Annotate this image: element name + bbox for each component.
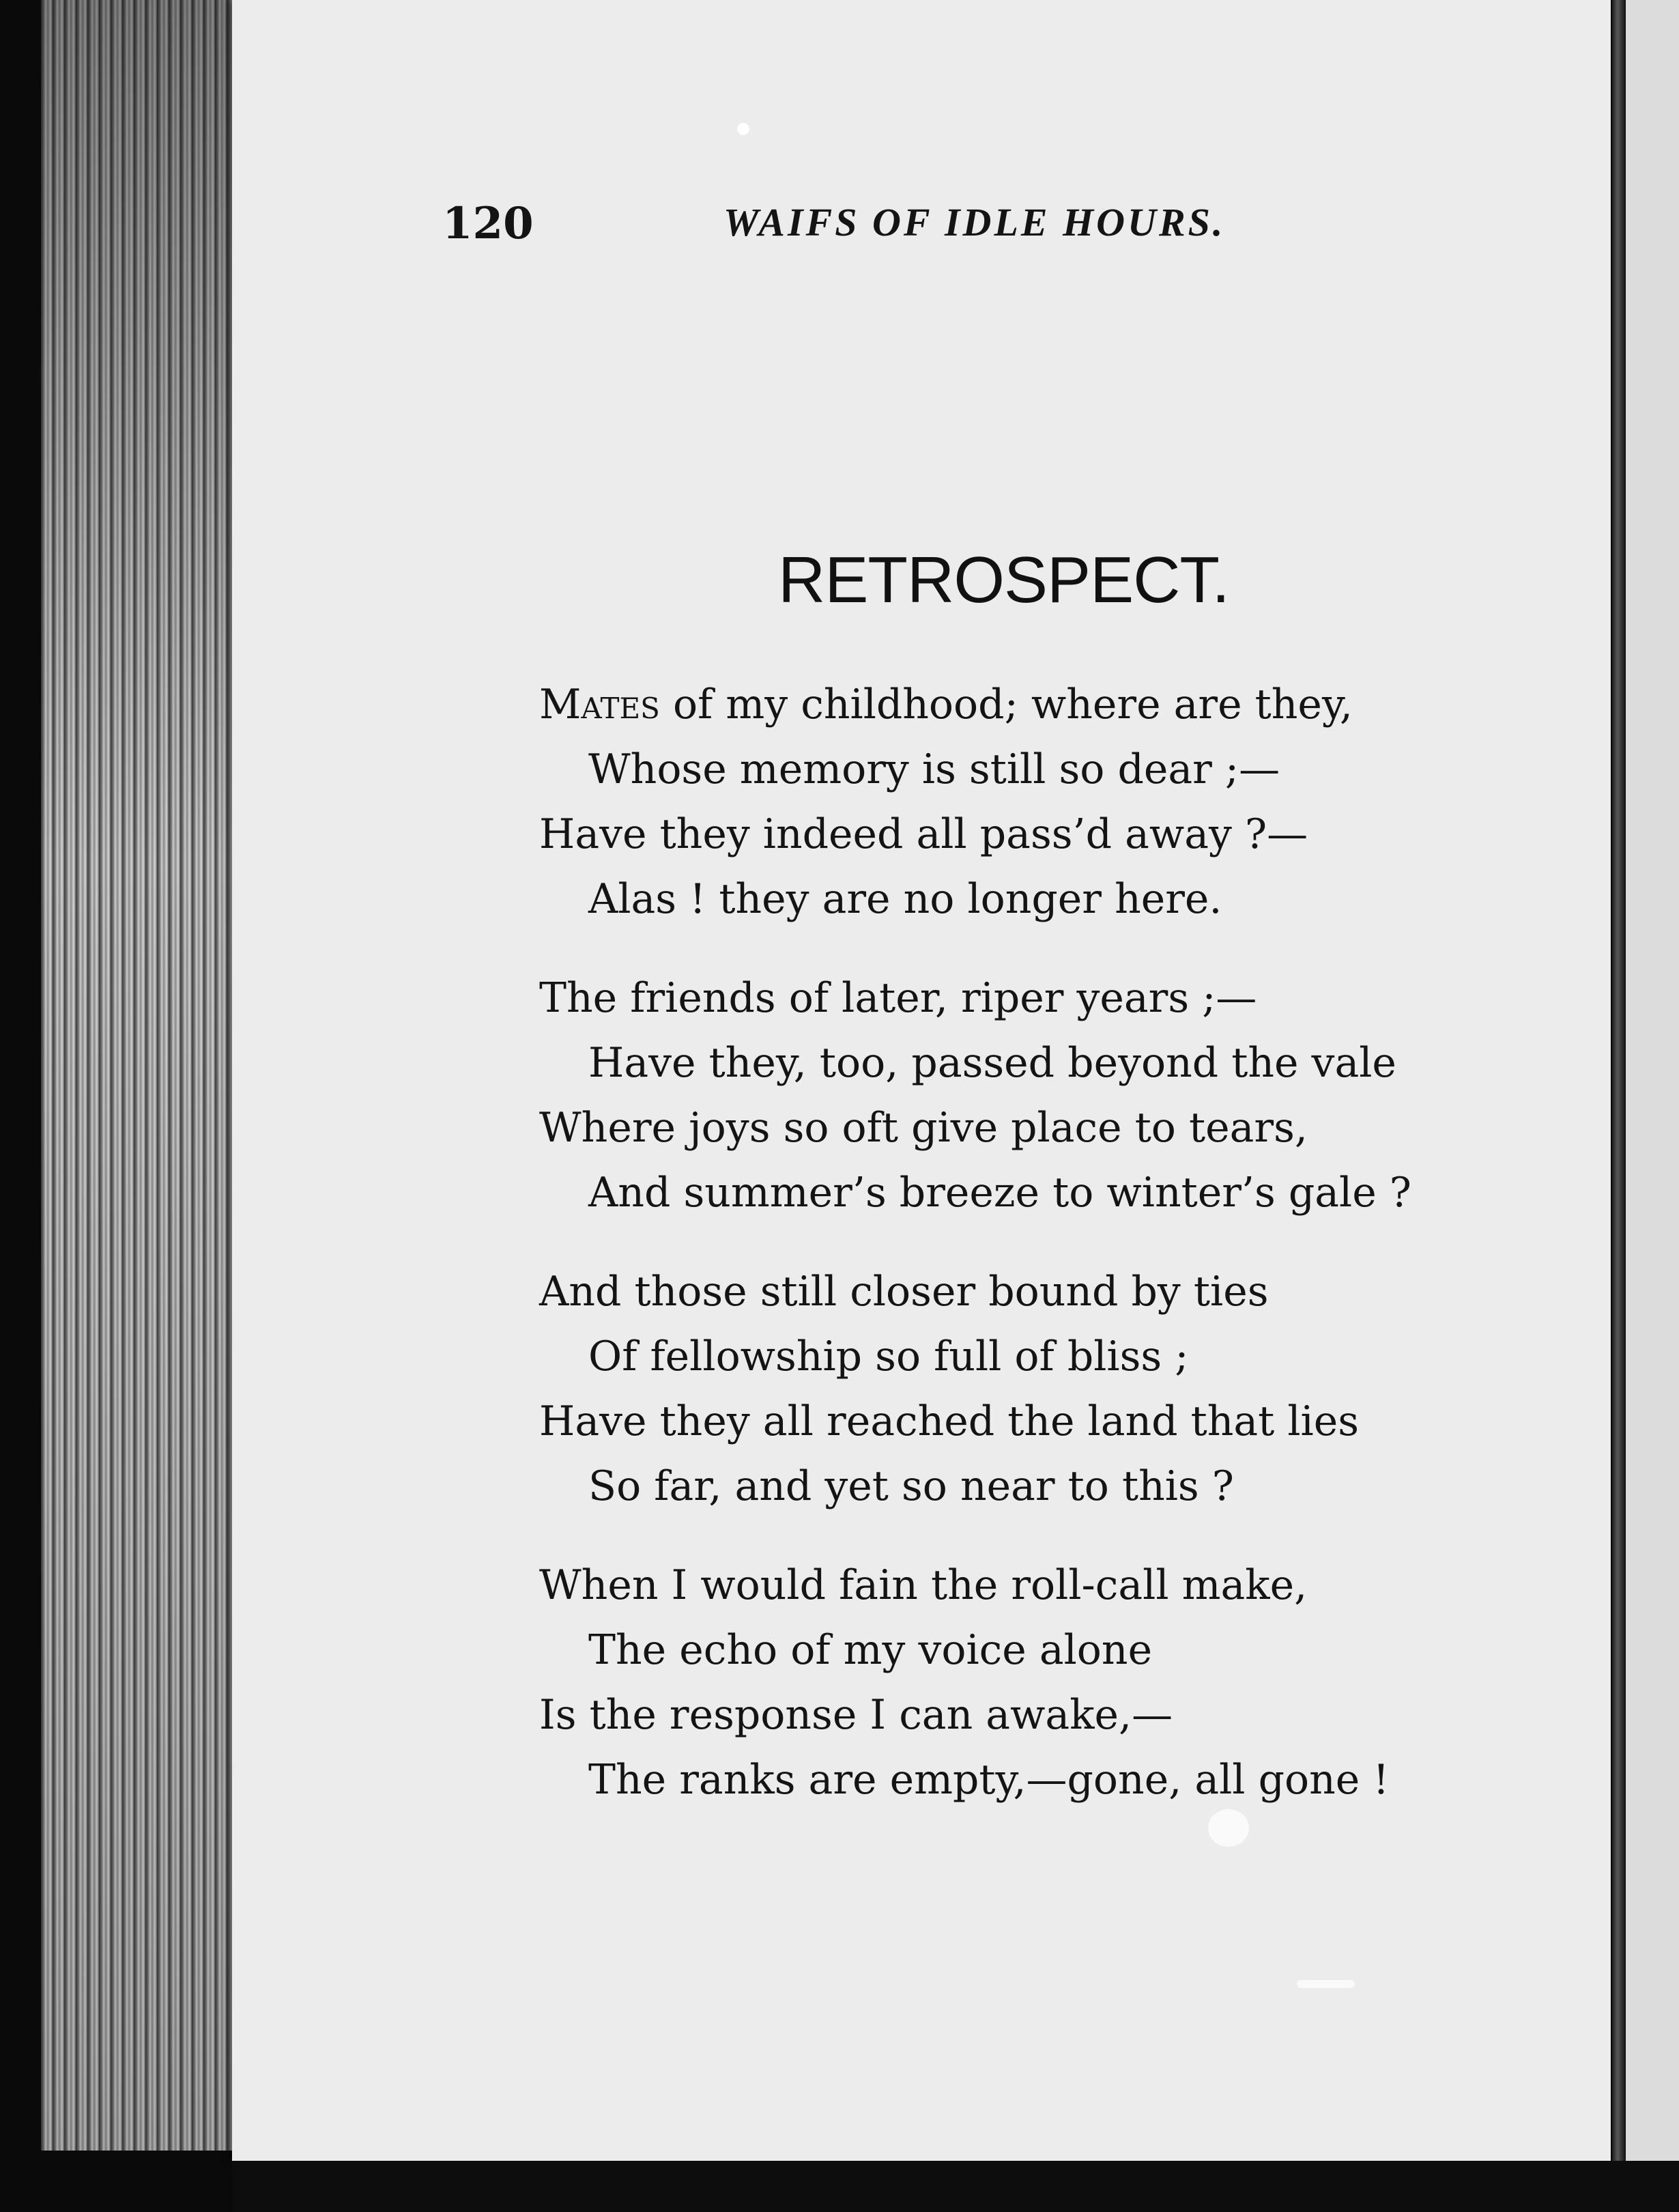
poem-line: Have they indeed all pass’d away ?—	[539, 810, 1308, 858]
poem-line: The friends of later, riper years ;—	[539, 974, 1257, 1022]
running-title: WAIFS OF IDLE HOURS.	[723, 200, 1226, 244]
stanza	[539, 672, 1426, 932]
poem-title: RETROSPECT.	[778, 543, 1230, 616]
poem-line: When I would fain the roll-call make,	[539, 1561, 1308, 1609]
poem-body	[539, 672, 1426, 1847]
poem-line: The ranks are empty,—gone, all gone !	[588, 1756, 1390, 1804]
page-number: 120	[442, 198, 534, 249]
facing-page-edge	[1626, 0, 1679, 2212]
poem-line: Is the response I can awake,—	[539, 1691, 1173, 1739]
poem-line: Have they all reached the land that lies	[539, 1398, 1360, 1445]
stanza	[539, 966, 1426, 1225]
poem-line: And those still closer bound by ties	[539, 1268, 1269, 1316]
page-stack-shadow	[41, 0, 259, 2151]
stanza	[539, 1553, 1426, 1813]
poem-line: Where joys so oft give place to tears,	[539, 1104, 1308, 1152]
poem-line: And summer’s breeze to winter’s gale ?	[588, 1169, 1411, 1217]
poem-line: Have they, too, passed beyond the vale	[588, 1039, 1396, 1087]
poem-line: Whose memory is still so dear ;—	[588, 746, 1280, 793]
paper-speck	[737, 123, 749, 135]
poem-line	[539, 672, 1426, 737]
poem-line: So far, and yet so near to this ?	[588, 1462, 1234, 1510]
paper-speck	[1297, 1980, 1355, 1988]
gutter-shadow	[1612, 0, 1626, 2212]
bottom-shadow	[232, 2161, 1679, 2212]
poem-line: Alas ! they are no longer here.	[588, 875, 1222, 923]
poem-line-text: of my childhood; where are they,	[659, 681, 1353, 728]
stanza	[539, 1260, 1426, 1519]
smallcaps-first-word: Mates	[539, 681, 660, 728]
poem-line: Of fellowship so full of bliss ;	[588, 1333, 1189, 1380]
poem-line: The echo of my voice alone	[588, 1626, 1153, 1674]
